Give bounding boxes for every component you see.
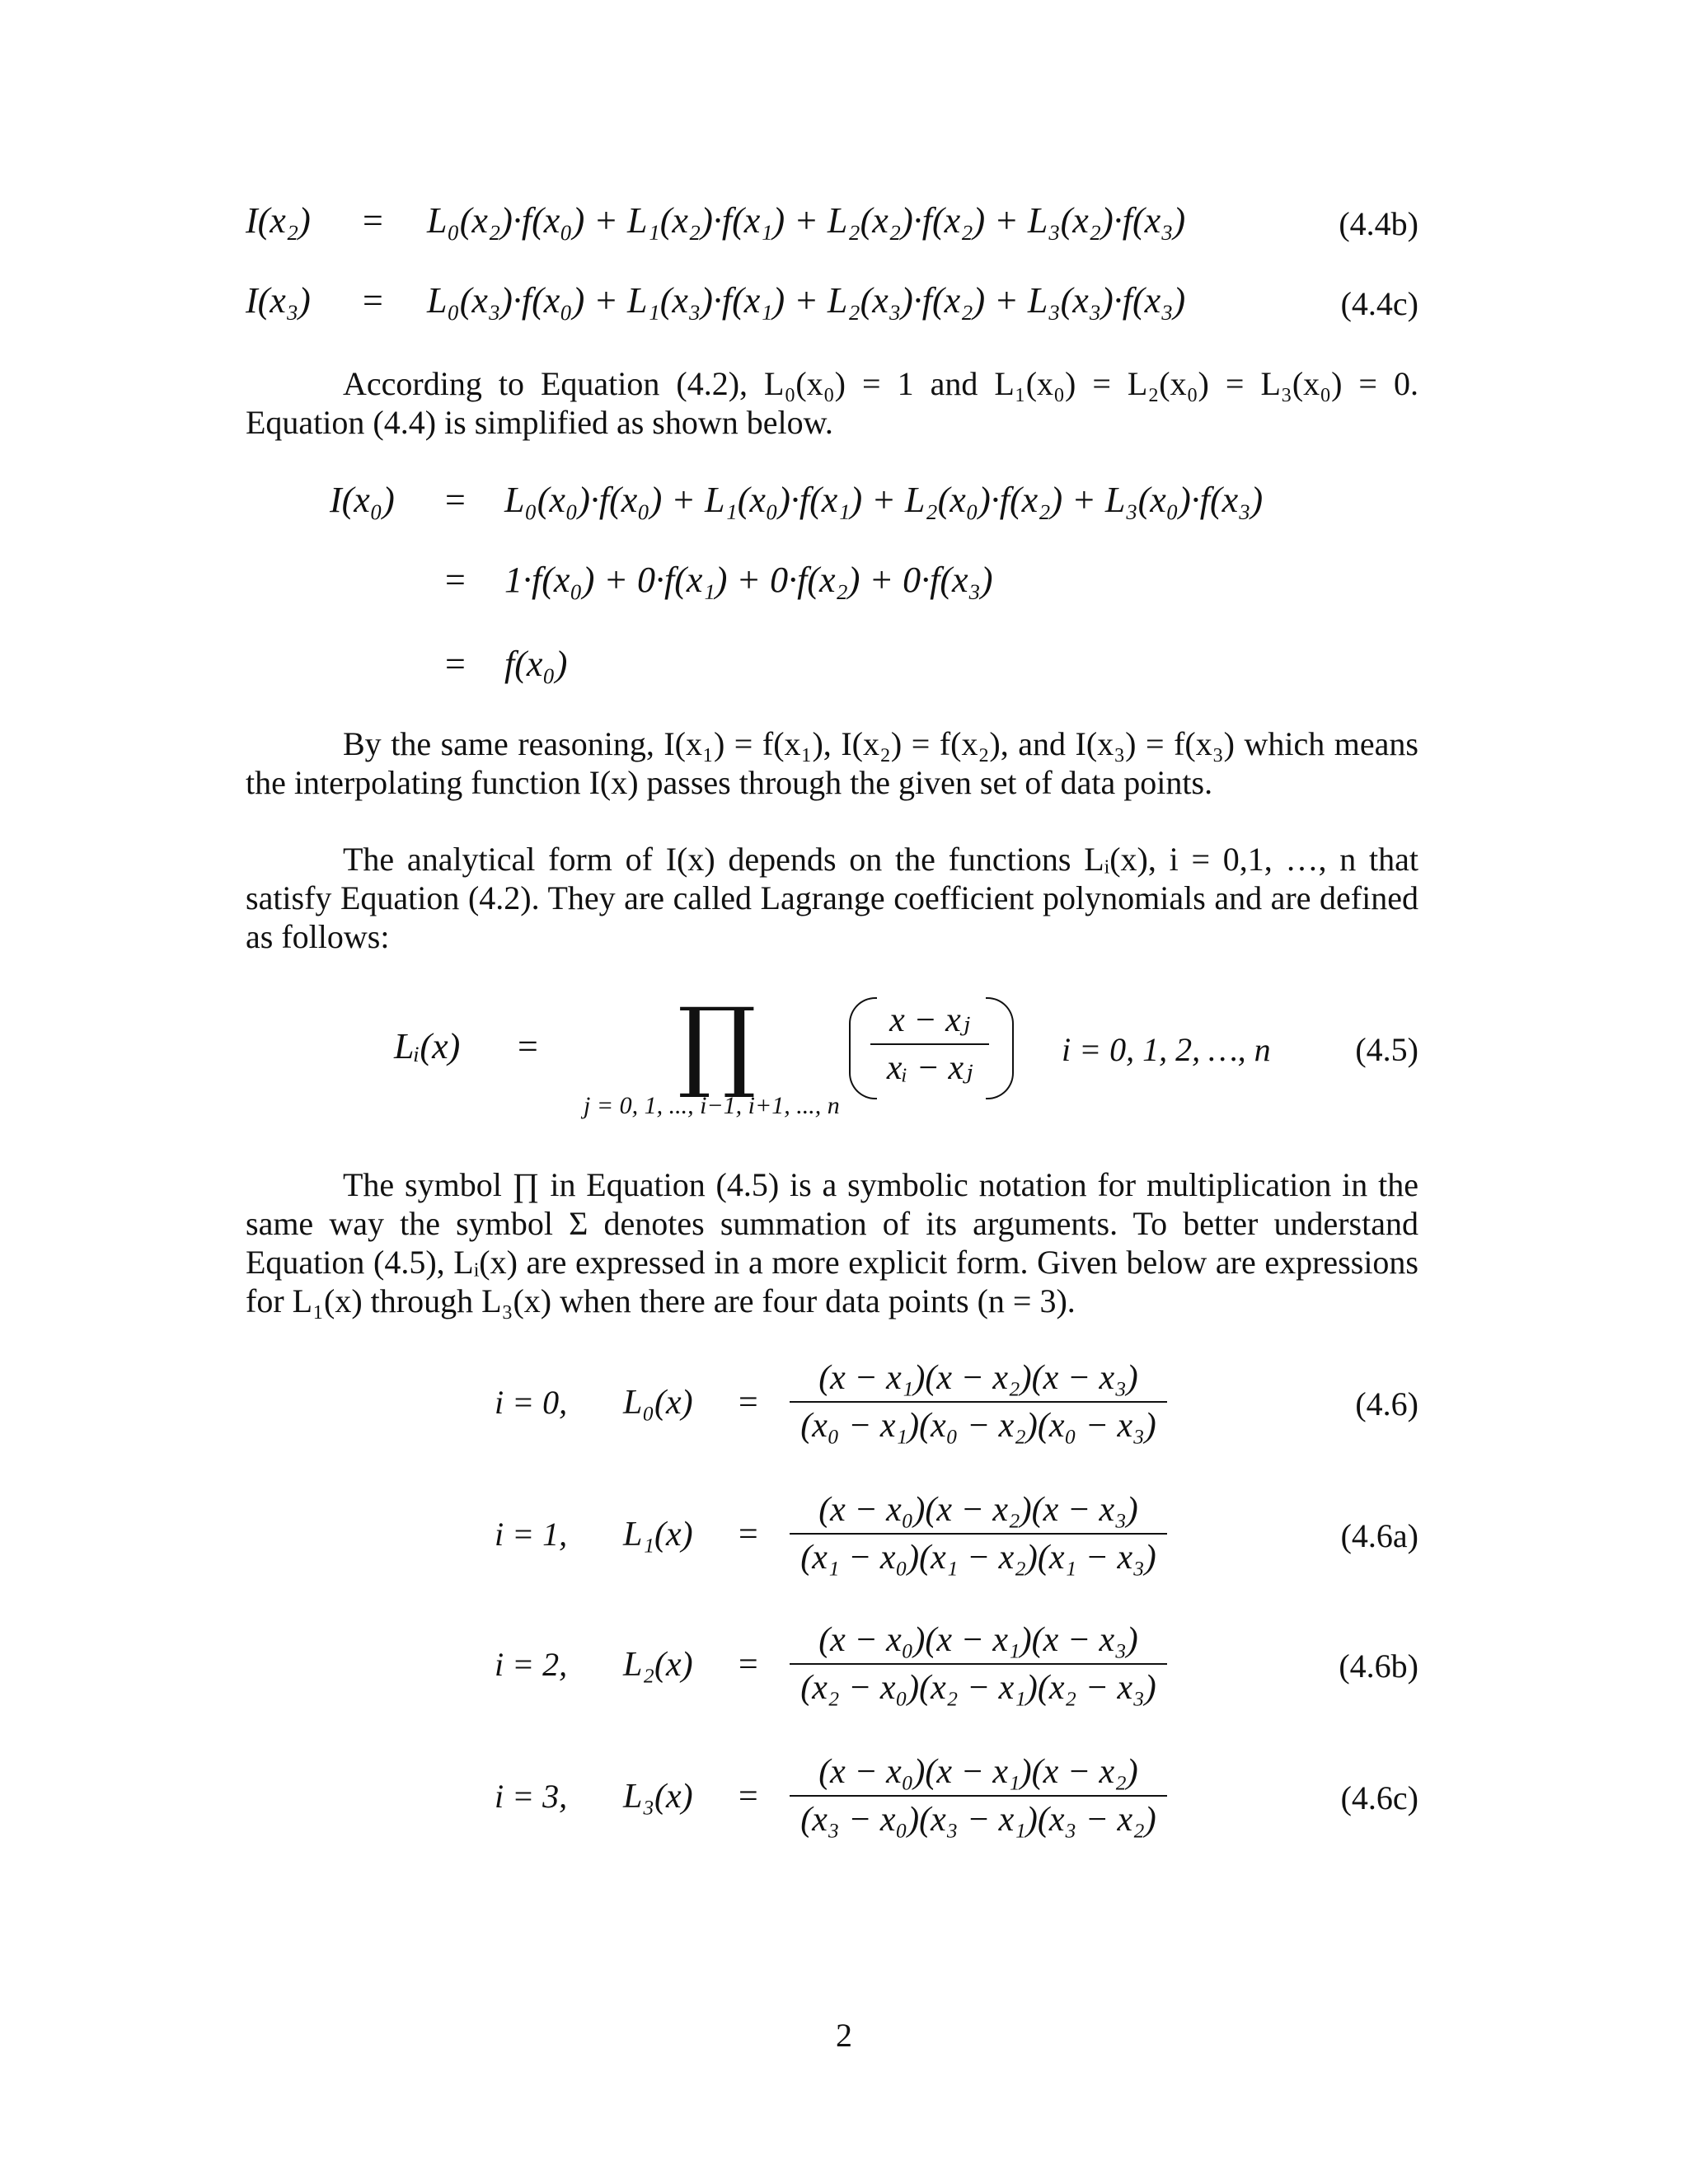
paragraph-text: By the same reasoning, I(x₁) = f(x₁), I(x₂) = f(x₂), and I(x₃) = f(x₃) which means the interpolating function I(x) passes through the given set of data points. (246, 725, 1418, 801)
lagrange-numerator: (x − x₀)(x − x₂)(x − x₃) (818, 1491, 1138, 1529)
eq-4-4c-rhs: L₀(x₃)·f(x₀) + L₁(x₃)·f(x₁) + L₂(x₃)·f(x₂) + L₃(x₃)·f(x₃) (427, 280, 1186, 321)
eq-4-4b-lhs: I(x₂) (246, 200, 311, 241)
lagrange-denominator: (x₁ − x₀)(x₁ − x₂)(x₁ − x₃) (800, 1539, 1156, 1577)
lagrange-numerator: (x − x₀)(x − x₁)(x − x₂) (818, 1753, 1138, 1791)
eq-4-4c-lhs: I(x₃) (246, 280, 311, 321)
product-range: j = 0, 1, ..., i−1, i+1, ..., n (584, 1092, 840, 1119)
lagrange-tag: (4.6a) (1340, 1517, 1418, 1554)
eq-4-5-fraction (870, 999, 989, 1090)
eq-4-5-condition: i = 0, 1, 2, …, n (1062, 1031, 1271, 1068)
simplified-line-3: f(x₀) (504, 644, 568, 684)
eq-4-5-numerator: x − xⱼ (889, 1001, 970, 1039)
right-parenthesis (986, 997, 1014, 1099)
paragraph-text: The symbol ∏ in Equation (4.5) is a symbolic notation for multiplication in the same way the symbol Σ denotes summation of its arguments. To better understand Equation (4.5), Lᵢ(x) are expressed in a more explicit form. Given below are expressions for L₁(x) through L₃(x) when there are four data points (n = 3). (246, 1166, 1418, 1319)
lagrange-numerator: (x − x₀)(x − x₁)(x − x₃) (818, 1621, 1138, 1659)
simplified-line-1: L₀(x₀)·f(x₀) + L₁(x₀)·f(x₁) + L₂(x₀)·f(x₂) + L₃(x₀)·f(x₃) (504, 480, 1264, 520)
lagrange-index: i = 2, (495, 1646, 568, 1683)
lagrange-tag: (4.6) (1355, 1385, 1418, 1422)
eq-4-4b-equals: = (363, 200, 383, 241)
lagrange-fraction (790, 1488, 1167, 1579)
eq-4-5-lhs: Lᵢ(x) (394, 1026, 461, 1066)
lagrange-denominator: (x₀ − x₁)(x₀ − x₂)(x₀ − x₃) (800, 1407, 1156, 1445)
paragraph-analytical-form (246, 840, 1418, 956)
eq-4-4c-tag: (4.4c) (1340, 285, 1418, 322)
lagrange-equals: = (738, 1646, 758, 1684)
eq-4-4b-tag: (4.4b) (1339, 205, 1418, 242)
page-number: 2 (836, 2017, 852, 2054)
lagrange-fraction (790, 1750, 1167, 1841)
lagrange-denominator: (x₂ − x₀)(x₂ − x₁)(x₂ − x₃) (800, 1669, 1156, 1707)
eq-4-4b-rhs: L₀(x₂)·f(x₀) + L₁(x₂)·f(x₁) + L₂(x₂)·f(x₂) + L₃(x₂)·f(x₃) (427, 200, 1186, 241)
eq-4-4c-equals: = (363, 280, 383, 321)
lagrange-tag: (4.6b) (1339, 1647, 1418, 1685)
eq-4-5-equals: = (518, 1026, 538, 1066)
eq-4-5-denominator: xᵢ − xⱼ (886, 1049, 973, 1087)
lagrange-lhs: L₁(x) (623, 1516, 693, 1554)
paragraph-simplification-intro (246, 364, 1418, 442)
lagrange-lhs: L₃(x) (623, 1778, 693, 1816)
lagrange-denominator: (x₃ − x₀)(x₃ − x₁)(x₃ − x₂) (800, 1801, 1156, 1839)
lagrange-fraction (790, 1357, 1167, 1447)
fraction-bar (790, 1663, 1167, 1665)
paragraph-line: According to Equation (4.2), L₀(x₀) = 1 and L₁(x₀) = L₂(x₀) = L₃(x₀) = 0. (343, 365, 1418, 402)
lagrange-index: i = 1, (495, 1516, 568, 1553)
product-symbol: ∏ (678, 987, 757, 1102)
lagrange-fraction (790, 1619, 1167, 1709)
fraction-bar (790, 1401, 1167, 1403)
lagrange-index: i = 3, (495, 1778, 568, 1815)
simplified-line-2: 1·f(x₀) + 0·f(x₁) + 0·f(x₂) + 0·f(x₃) (504, 560, 993, 600)
lagrange-equals: = (738, 1384, 758, 1422)
lagrange-lhs: L₀(x) (623, 1384, 693, 1422)
paragraph-text: The analytical form of I(x) depends on the functions Lᵢ(x), i = 0,1, …, n that satisfy Equation (4.2). They are called Lagrange coefficient polynomials and are defined as follows: (246, 841, 1418, 955)
paragraph-line: Equation (4.4) is simplified as shown below. (246, 404, 833, 441)
lagrange-equals: = (738, 1778, 758, 1816)
lagrange-tag: (4.6c) (1340, 1779, 1418, 1816)
fraction-bar (790, 1795, 1167, 1797)
fraction-bar (790, 1533, 1167, 1535)
simplified-equals-2: = (445, 560, 466, 600)
lagrange-numerator: (x − x₁)(x − x₂)(x − x₃) (818, 1359, 1138, 1397)
eq-4-5-tag: (4.5) (1355, 1031, 1418, 1068)
simplified-equals-1: = (445, 480, 466, 520)
fraction-bar (870, 1043, 989, 1045)
paragraph-same-reasoning (246, 724, 1418, 802)
simplified-equals-3: = (445, 644, 466, 684)
lagrange-lhs: L₂(x) (623, 1646, 693, 1684)
simplified-lhs: I(x₀) (330, 480, 395, 520)
lagrange-equals: = (738, 1516, 758, 1554)
paragraph-product-notation (246, 1165, 1418, 1320)
lagrange-index: i = 0, (495, 1384, 568, 1421)
